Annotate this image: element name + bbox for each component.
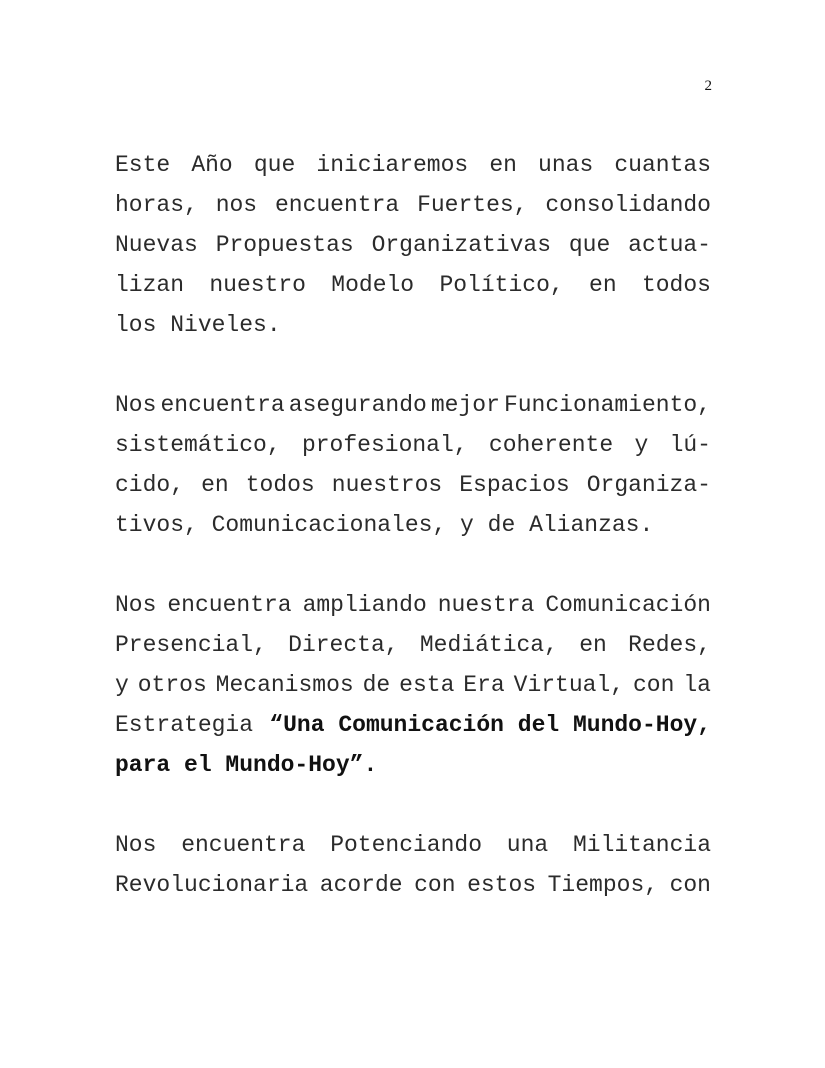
- word: lizan: [115, 272, 185, 298]
- word: Organiza-: [586, 472, 711, 498]
- word: Espacios: [459, 472, 570, 498]
- word: una: [506, 832, 549, 858]
- text-line: [115, 625, 711, 665]
- text-line: [115, 145, 711, 185]
- word: sistemático,: [115, 432, 281, 458]
- text-line: [115, 265, 711, 305]
- text-normal: Estrategia: [115, 712, 254, 738]
- text-line: tivos, Comunicacionales, y de Alianzas.: [115, 512, 654, 538]
- word: consolidando: [545, 192, 711, 218]
- word: Nos: [115, 392, 157, 418]
- paragraph-2: [115, 385, 711, 545]
- text-line: los Niveles.: [115, 312, 281, 338]
- word: Nos: [115, 592, 157, 618]
- word: Propuestas: [215, 232, 354, 258]
- word: Político,: [439, 272, 564, 298]
- paragraph-4: [115, 825, 711, 905]
- word: con: [669, 872, 711, 898]
- word: de: [362, 672, 391, 698]
- word: acorde: [319, 872, 403, 898]
- text-line: [115, 825, 711, 865]
- word: ampliando: [302, 592, 427, 618]
- word: Funcionamiento,: [503, 392, 711, 418]
- text-line: [115, 185, 711, 225]
- word: horas,: [115, 192, 198, 218]
- word: Militancia: [572, 832, 711, 858]
- word: con: [414, 872, 456, 898]
- text-line: [115, 865, 711, 905]
- word: Nuevas: [115, 232, 198, 258]
- word: unas: [538, 152, 594, 178]
- word: mejor: [430, 392, 500, 418]
- word: Era: [463, 672, 505, 698]
- text-line: [115, 425, 711, 465]
- word: y: [115, 672, 129, 698]
- word: nuestra: [437, 592, 535, 618]
- emphasized-quote: “Una Comunicación del Mundo-Hoy,: [269, 712, 711, 738]
- word: encuentra: [274, 192, 400, 218]
- word: y: [634, 432, 649, 458]
- word: iniciaremos: [316, 152, 469, 178]
- word: nuestro: [209, 272, 306, 298]
- word: asegurando: [288, 392, 427, 418]
- word: encuentra: [160, 392, 285, 418]
- word: esta: [399, 672, 455, 698]
- word: nuestros: [331, 472, 443, 498]
- text-line: [115, 665, 711, 705]
- word: encuentra: [167, 592, 292, 618]
- word: Organizativas: [371, 232, 552, 258]
- word: Virtual,: [513, 672, 625, 698]
- word: con: [632, 672, 675, 698]
- word: otros: [137, 672, 207, 698]
- text-line: [115, 465, 711, 505]
- word: cuantas: [614, 152, 711, 178]
- word: nos: [215, 192, 258, 218]
- word: estos: [467, 872, 537, 898]
- word: Este: [115, 152, 171, 178]
- word: todos: [245, 472, 315, 498]
- page-number: 2: [704, 78, 712, 94]
- word: Tiempos,: [547, 872, 659, 898]
- word: Mediática,: [419, 632, 558, 658]
- word: actua-: [628, 232, 711, 258]
- word: todos: [641, 272, 711, 298]
- paragraph-1: [115, 145, 711, 345]
- word: Modelo: [331, 272, 415, 298]
- word: Año: [191, 152, 233, 178]
- paragraph-3: [115, 585, 711, 785]
- emphasized-quote-end: para el Mundo-Hoy”.: [115, 752, 378, 778]
- word: la: [683, 672, 711, 698]
- word: Redes,: [628, 632, 711, 658]
- word: Fuertes,: [417, 192, 528, 218]
- word: Potenciando: [330, 832, 483, 858]
- word: cido,: [115, 472, 185, 498]
- word: encuentra: [181, 832, 306, 858]
- text-line-mixed: [115, 705, 711, 745]
- word: que: [568, 232, 611, 258]
- word: en: [589, 272, 617, 298]
- word: en: [201, 472, 229, 498]
- word: lú-: [669, 432, 711, 458]
- text-line: [115, 385, 711, 425]
- word: en: [489, 152, 517, 178]
- word: Presencial,: [115, 632, 267, 658]
- document-body: [115, 145, 711, 905]
- word: en: [579, 632, 607, 658]
- word: Directa,: [288, 632, 399, 658]
- word: profesional,: [301, 432, 468, 458]
- word: Comunicación: [545, 592, 711, 618]
- text-line: [115, 225, 711, 265]
- word: Revolucionaria: [115, 872, 309, 898]
- word: coherente: [488, 432, 614, 458]
- word: que: [253, 152, 296, 178]
- word: Mecanismos: [215, 672, 354, 698]
- word: Nos: [115, 832, 157, 858]
- text-line: [115, 585, 711, 625]
